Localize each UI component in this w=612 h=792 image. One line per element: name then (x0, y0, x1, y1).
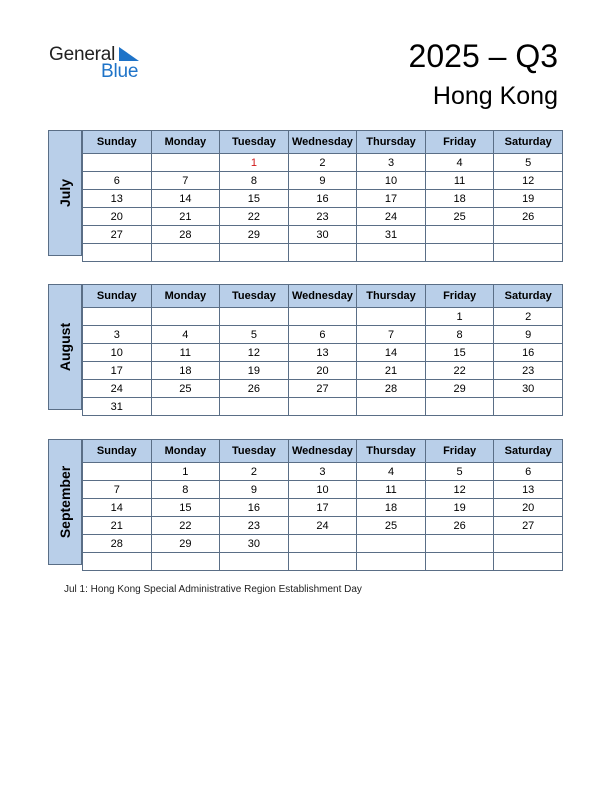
week-row (83, 172, 563, 190)
empty-day-cell (220, 244, 289, 262)
month-label (48, 284, 82, 410)
day-cell: 25 (151, 380, 220, 398)
day-cell: 8 (425, 326, 494, 344)
weekday-header-row (83, 285, 563, 308)
day-cell: 4 (425, 154, 494, 172)
empty-day-cell (494, 226, 563, 244)
week-row (83, 380, 563, 398)
weekday-header: Tuesday (220, 440, 289, 463)
day-cell: 6 (288, 326, 357, 344)
empty-day-cell (220, 308, 289, 326)
day-cell: 23 (494, 362, 563, 380)
empty-day-cell (83, 553, 152, 571)
month-calendar-table (82, 284, 563, 416)
day-cell: 6 (83, 172, 152, 190)
day-cell: 8 (151, 481, 220, 499)
day-cell: 23 (220, 517, 289, 535)
day-cell: 18 (357, 499, 426, 517)
day-cell: 22 (220, 208, 289, 226)
day-cell: 2 (220, 463, 289, 481)
month-calendar-table (82, 130, 563, 262)
day-cell: 16 (288, 190, 357, 208)
week-row (83, 344, 563, 362)
empty-day-cell (357, 535, 426, 553)
day-cell: 19 (220, 362, 289, 380)
day-cell: 31 (83, 398, 152, 416)
week-row (83, 481, 563, 499)
empty-day-cell (357, 398, 426, 416)
day-cell: 3 (288, 463, 357, 481)
month-block-august (48, 284, 563, 413)
day-cell: 5 (425, 463, 494, 481)
week-row (83, 226, 563, 244)
day-cell: 22 (425, 362, 494, 380)
day-cell: 8 (220, 172, 289, 190)
day-cell: 26 (494, 208, 563, 226)
day-cell: 25 (425, 208, 494, 226)
month-block-july (48, 130, 563, 256)
week-row (83, 154, 563, 172)
day-cell: 28 (151, 226, 220, 244)
day-cell: 2 (288, 154, 357, 172)
week-row (83, 190, 563, 208)
empty-day-cell (83, 154, 152, 172)
month-name: August (57, 322, 73, 372)
week-row (83, 398, 563, 416)
month-label (48, 130, 82, 256)
empty-day-cell (288, 535, 357, 553)
day-cell: 1 (151, 463, 220, 481)
weekday-header: Tuesday (220, 131, 289, 154)
day-cell: 14 (357, 344, 426, 362)
day-cell: 9 (288, 172, 357, 190)
empty-day-cell (425, 535, 494, 553)
day-cell: 27 (494, 517, 563, 535)
weekday-header-row (83, 131, 563, 154)
day-cell: 6 (494, 463, 563, 481)
day-cell: 12 (425, 481, 494, 499)
month-calendar-table (82, 439, 563, 571)
day-cell: 24 (357, 208, 426, 226)
day-cell: 24 (288, 517, 357, 535)
day-cell: 29 (220, 226, 289, 244)
day-cell: 7 (83, 481, 152, 499)
day-cell: 25 (357, 517, 426, 535)
empty-day-cell (151, 244, 220, 262)
empty-day-cell (83, 463, 152, 481)
day-cell: 29 (425, 380, 494, 398)
empty-day-cell (425, 226, 494, 244)
empty-day-cell (494, 398, 563, 416)
day-cell: 31 (357, 226, 426, 244)
empty-day-cell (151, 308, 220, 326)
weekday-header: Friday (425, 440, 494, 463)
day-cell: 18 (425, 190, 494, 208)
weekday-header: Saturday (494, 440, 563, 463)
empty-day-cell (357, 308, 426, 326)
day-cell: 21 (83, 517, 152, 535)
empty-day-cell (83, 308, 152, 326)
day-cell: 3 (83, 326, 152, 344)
day-cell: 27 (83, 226, 152, 244)
day-cell: 19 (494, 190, 563, 208)
week-row (83, 244, 563, 262)
day-cell: 19 (425, 499, 494, 517)
page-title: 2025 – Q3 (408, 38, 558, 74)
weekday-header: Monday (151, 131, 220, 154)
logo-blue-text: Blue (101, 61, 139, 82)
month-name: July (57, 178, 73, 208)
day-cell: 1 (425, 308, 494, 326)
day-cell: 21 (151, 208, 220, 226)
day-cell: 9 (220, 481, 289, 499)
weekday-header: Sunday (83, 131, 152, 154)
day-cell: 29 (151, 535, 220, 553)
empty-day-cell (151, 398, 220, 416)
weekday-header: Friday (425, 285, 494, 308)
day-cell: 12 (494, 172, 563, 190)
week-row (83, 535, 563, 553)
day-cell: 30 (494, 380, 563, 398)
day-cell: 20 (494, 499, 563, 517)
day-cell: 14 (83, 499, 152, 517)
weekday-header: Wednesday (288, 131, 357, 154)
empty-day-cell (151, 154, 220, 172)
day-cell: 16 (220, 499, 289, 517)
day-cell: 7 (151, 172, 220, 190)
week-row (83, 326, 563, 344)
day-cell: 16 (494, 344, 563, 362)
day-cell: 17 (288, 499, 357, 517)
logo-triangle-icon (119, 47, 139, 61)
day-cell: 17 (83, 362, 152, 380)
month-name: September (57, 465, 73, 539)
weekday-header: Wednesday (288, 285, 357, 308)
weekday-header: Thursday (357, 131, 426, 154)
day-cell: 7 (357, 326, 426, 344)
day-cell: 27 (288, 380, 357, 398)
day-cell: 17 (357, 190, 426, 208)
day-cell: 30 (220, 535, 289, 553)
day-cell: 10 (288, 481, 357, 499)
holiday-note: Jul 1: Hong Kong Special Administrative Region Establishment Day (64, 584, 362, 595)
weekday-header: Thursday (357, 285, 426, 308)
weekday-header: Monday (151, 285, 220, 308)
empty-day-cell (494, 553, 563, 571)
day-cell: 11 (357, 481, 426, 499)
day-cell: 26 (220, 380, 289, 398)
empty-day-cell (494, 535, 563, 553)
day-cell: 13 (83, 190, 152, 208)
day-cell: 5 (220, 326, 289, 344)
empty-day-cell (425, 553, 494, 571)
day-cell: 4 (357, 463, 426, 481)
week-row (83, 463, 563, 481)
empty-day-cell (425, 398, 494, 416)
empty-day-cell (288, 244, 357, 262)
weekday-header: Saturday (494, 131, 563, 154)
day-cell: 21 (357, 362, 426, 380)
day-cell: 3 (357, 154, 426, 172)
empty-day-cell (220, 553, 289, 571)
empty-day-cell (288, 308, 357, 326)
day-cell: 24 (83, 380, 152, 398)
day-cell: 28 (357, 380, 426, 398)
day-cell: 20 (83, 208, 152, 226)
day-cell: 30 (288, 226, 357, 244)
day-cell: 13 (288, 344, 357, 362)
month-label (48, 439, 82, 565)
week-row (83, 362, 563, 380)
day-cell: 5 (494, 154, 563, 172)
day-cell: 23 (288, 208, 357, 226)
day-cell: 12 (220, 344, 289, 362)
empty-day-cell (357, 244, 426, 262)
day-cell: 10 (357, 172, 426, 190)
week-row (83, 499, 563, 517)
day-cell: 11 (425, 172, 494, 190)
weekday-header: Monday (151, 440, 220, 463)
day-cell: 2 (494, 308, 563, 326)
day-cell: 15 (151, 499, 220, 517)
generalblue-logo (49, 44, 159, 84)
weekday-header: Thursday (357, 440, 426, 463)
weekday-header: Wednesday (288, 440, 357, 463)
weekday-header: Sunday (83, 285, 152, 308)
week-row (83, 517, 563, 535)
empty-day-cell (357, 553, 426, 571)
empty-day-cell (425, 244, 494, 262)
empty-day-cell (151, 553, 220, 571)
day-cell: 18 (151, 362, 220, 380)
day-cell: 9 (494, 326, 563, 344)
week-row (83, 553, 563, 571)
day-cell: 13 (494, 481, 563, 499)
day-cell: 14 (151, 190, 220, 208)
weekday-header: Saturday (494, 285, 563, 308)
empty-day-cell (494, 244, 563, 262)
weekday-header: Tuesday (220, 285, 289, 308)
week-row (83, 308, 563, 326)
month-block-september (48, 439, 563, 565)
week-row (83, 208, 563, 226)
empty-day-cell (288, 553, 357, 571)
weekday-header-row (83, 440, 563, 463)
day-cell: 28 (83, 535, 152, 553)
empty-day-cell (83, 244, 152, 262)
empty-day-cell (220, 398, 289, 416)
logo-general-text: General (49, 44, 116, 65)
day-cell: 11 (151, 344, 220, 362)
weekday-header: Sunday (83, 440, 152, 463)
day-cell: 26 (425, 517, 494, 535)
day-cell: 10 (83, 344, 152, 362)
day-cell: 15 (425, 344, 494, 362)
country-title: Hong Kong (432, 82, 558, 110)
holiday-day-cell: 1 (220, 154, 289, 172)
day-cell: 20 (288, 362, 357, 380)
day-cell: 4 (151, 326, 220, 344)
day-cell: 22 (151, 517, 220, 535)
day-cell: 15 (220, 190, 289, 208)
weekday-header: Friday (425, 131, 494, 154)
empty-day-cell (288, 398, 357, 416)
